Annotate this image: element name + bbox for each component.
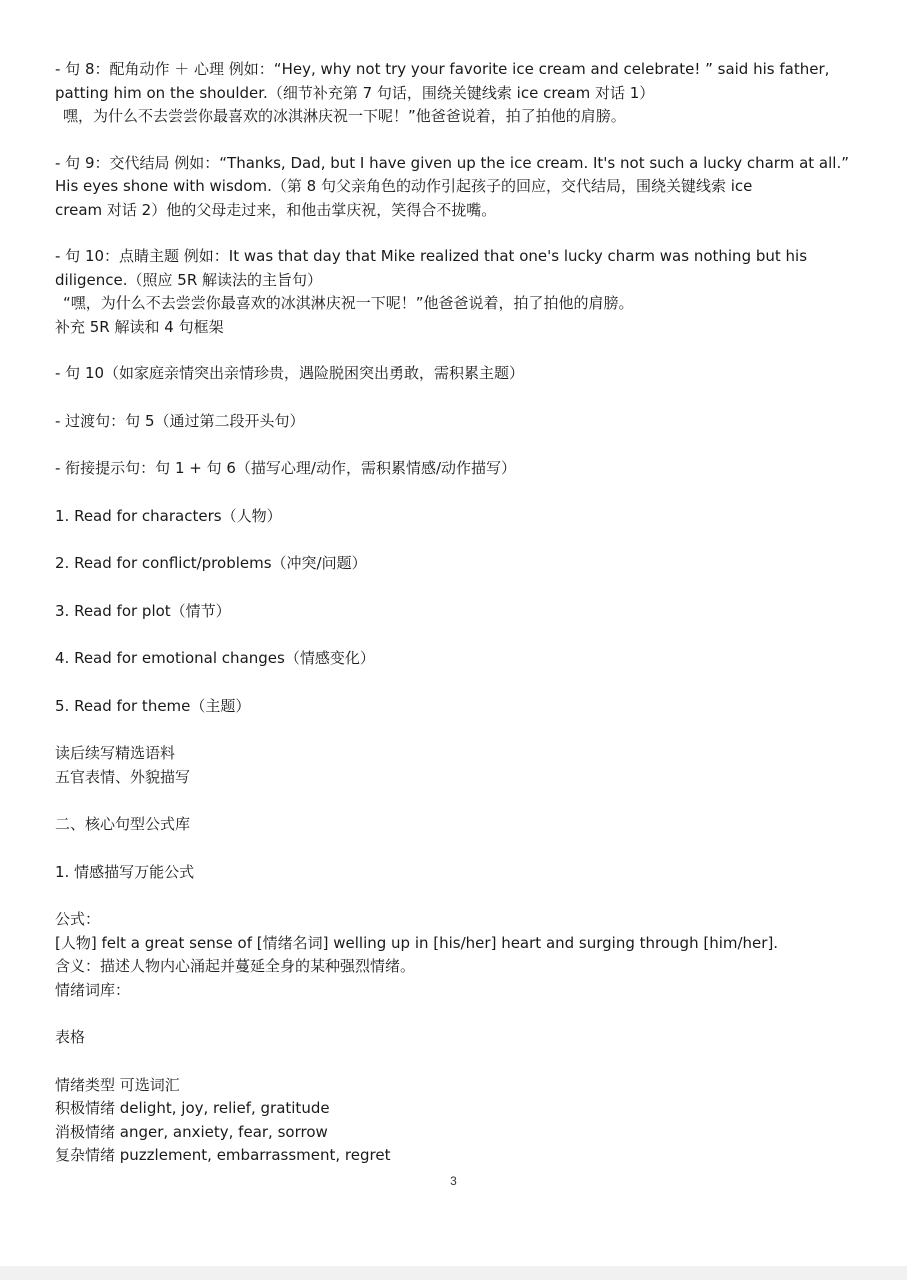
table-row: 消极情绪 anger, anxiety, fear, sorrow bbox=[55, 1122, 328, 1141]
reading-item: 2. Read for conflict/problems（冲突/问题） bbox=[55, 554, 367, 572]
sentence-9-line: - 句 9：交代结局 例如：“Thanks, Dad, but I have given up the ice cream. It's not such a lucky charm at all.” bbox=[55, 153, 849, 172]
framework-item: - 句 10（如家庭亲情突出亲情珍贵，遇险脱困突出勇敢，需积累主题） bbox=[55, 364, 525, 382]
lexicon-label: 情绪词库： bbox=[55, 980, 131, 999]
reading-item: 5. Read for theme（主题） bbox=[55, 696, 251, 715]
sentence-8-line: - 句 8：配角动作 ＋ 心理 例如：“Hey, why not try your favorite ice cream and celebrate! ” said his father, bbox=[55, 60, 830, 78]
sentence-10-translation: “嘿，为什么不去尝尝你最喜欢的冰淇淋庆祝一下呢！”他爸爸说着，拍了拍他的肩膀。 bbox=[63, 294, 634, 312]
framework-item: - 过渡句：句 5（通过第二段开头句） bbox=[55, 411, 305, 430]
supplement-note: 补充 5R 解读和 4 句框架 bbox=[55, 317, 224, 336]
framework-item: - 衔接提示句：句 1 + 句 6（描写心理/动作，需积累情感/动作描写） bbox=[55, 459, 517, 477]
sentence-8-line: patting him on the shoulder.（细节补充第 7 句话，围绕关键线索 ice cream 对话 1） bbox=[55, 83, 655, 102]
sentence-9-line: His eyes shone with wisdom.（第 8 句父亲角色的动作引起孩子的回应，交代结局，围绕关键线索 ice bbox=[55, 177, 753, 195]
reading-item: 1. Read for characters（人物） bbox=[55, 506, 282, 525]
formula-text: [人物] felt a great sense of [情绪名词] welling up in [his/her] heart and surging through [him/her]. bbox=[55, 933, 779, 952]
table-row: 积极情绪 delight, joy, relief, gratitude bbox=[55, 1099, 330, 1117]
table-row: 复杂情绪 puzzlement, embarrassment, regret bbox=[55, 1146, 391, 1164]
document-body bbox=[55, 58, 855, 1168]
page-number: 3 bbox=[450, 1174, 457, 1188]
sentence-8-translation: 嘿，为什么不去尝尝你最喜欢的冰淇淋庆祝一下呢！”他爸爸说着，拍了拍他的肩膀。 bbox=[63, 107, 626, 125]
sentence-10-line: diligence.（照应 5R 解读法的主旨句） bbox=[55, 270, 323, 289]
material-title: 读后续写精选语料 bbox=[55, 744, 176, 762]
formula-label: 公式： bbox=[55, 910, 101, 928]
table-label: 表格 bbox=[55, 1028, 86, 1046]
sentence-9-line: cream 对话 2）他的父母走过来，和他击掌庆祝，笑得合不拢嘴。 bbox=[55, 200, 497, 219]
sentence-10-line: - 句 10：点睛主题 例如：It was that day that Mike realized that one's lucky charm was nothing but his bbox=[55, 247, 808, 265]
reading-item: 3. Read for plot（情节） bbox=[55, 601, 231, 620]
formula-meaning: 含义：描述人物内心涌起并蔓延全身的某种强烈情绪。 bbox=[55, 957, 416, 975]
reading-item: 4. Read for emotional changes（情感变化） bbox=[55, 649, 375, 667]
section-heading: 二、核心句型公式库 bbox=[55, 815, 191, 833]
material-subtitle: 五官表情、外貌描写 bbox=[55, 767, 191, 786]
formula-item-title: 1. 情感描写万能公式 bbox=[55, 862, 195, 881]
table-header: 情绪类型 可选词汇 bbox=[55, 1075, 180, 1094]
